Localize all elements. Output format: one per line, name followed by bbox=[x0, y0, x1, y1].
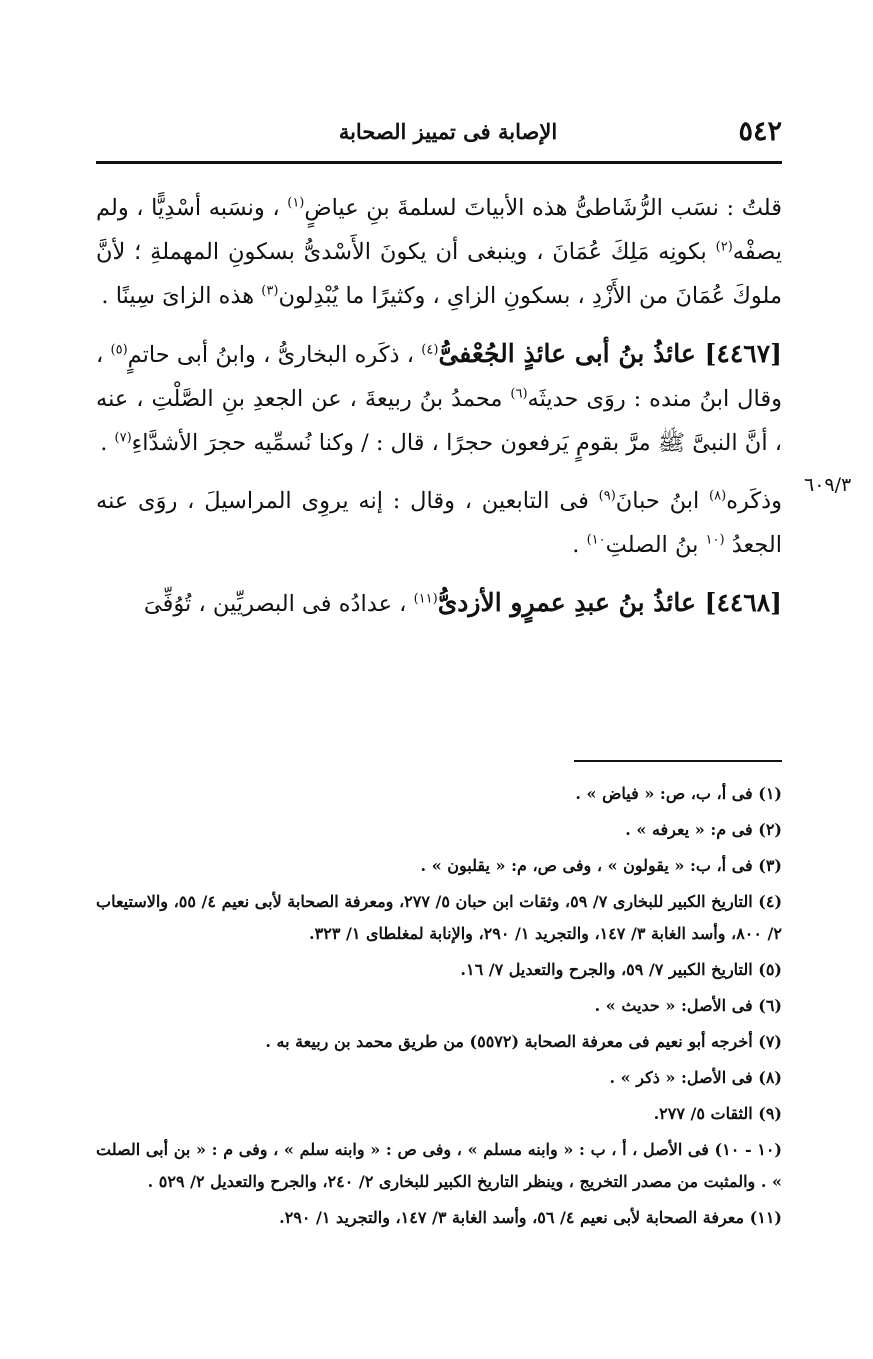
footnote-ref: (٥) bbox=[110, 342, 128, 358]
footnote-separator bbox=[574, 760, 782, 762]
footnote-3: (٣) فى أ، ب: « يقولون » ، وفى ص، م: « يقلبون » . bbox=[420, 856, 782, 875]
footnote-ref: (٤) bbox=[421, 342, 439, 358]
entry-4468: [٤٤٦٨] عائذُ بنُ عبدِ عمرٍو الأزدىُّ$^{(١١)}$ ، عدادُه فى البصريِّين ، تُوُفِّىَ bbox=[143, 588, 782, 617]
header-rule bbox=[96, 161, 782, 164]
footnote-ref: (٣) bbox=[261, 283, 279, 299]
entry-4467: [٤٤٦٧] عائذُ بنُ أبى عائذٍ الجُعْفىُّ$^{(٤)}$ ، ذكَره البخارىُّ ، وابنُ أبى حاتمٍ$^{(٥)}$ ، وقال ابنُ منده : روَى حديثَه$^{(٦)}$ محمدُ بنُ ربيعةَ ، عن الجعدِ بنِ الصَّلْتِ ، عنه ، أنَّ النبىَّ ﷺ مرَّ بقومٍ يَرفعون حجرًا ، قال : / وكنا نُسمِّيه حجرَ الأشدَّاءِ$^{(٧)}$ . bbox=[96, 339, 782, 456]
page-header bbox=[96, 116, 782, 152]
footnote-ref: (١) bbox=[287, 195, 305, 211]
footnote-ref: (١٠ bbox=[705, 532, 725, 548]
footnote-ref: (٧) bbox=[114, 430, 132, 446]
footnote-ref: (٩) bbox=[598, 488, 616, 504]
footnote-4: (٤) التاريخ الكبير للبخارى ٧/ ٥٩، وثقات ابن حبان ٥/ ٢٧٧، ومعرفة الصحابة لأبى نعيم ٤/ ٥٥، والاستيعاب ٢/ ٨٠٠، وأسد الغابة ٣/ ١٤٧، والتجريد ١/ ٢٩٠، والإنابة لمغلطاى ١/ ٣٢٣. bbox=[96, 892, 783, 943]
footnote-2: (٢) فى م: « يعرفه » . bbox=[625, 820, 782, 839]
footnote-8: (٨) فى الأصل: « ذكر » . bbox=[609, 1068, 782, 1087]
footnote-ref: (١١) bbox=[413, 591, 438, 607]
paragraph-commentary: قلتُ : نسَب الرُّشَاطىُّ هذه الأبياتَ لسلمةَ بنِ عياضٍ$^{(١)}$ ، ونسَبه أسْدِيًّا ، ولم يصفْه$^{(٢)}$ بكونِه مَلِكَ عُمَانَ ، وينبغى أن يكونَ الأَسْدىُّ بسكونِ المهملةِ ؛ لأنَّ ملوكَ عُمَانَ من الأَزْدِ ، بسكونِ الزاىِ ، وكثيرًا ما يُبْدِلون$^{(٣)}$ هذه الزاىَ سِينًا . bbox=[96, 195, 782, 309]
footnote-6: (٦) فى الأصل: « حديث » . bbox=[594, 996, 782, 1015]
main-text bbox=[96, 186, 782, 640]
footnote-7: (٧) أخرجه أبو نعيم فى معرفة الصحابة (٥٥٧٢) من طريق محمد بن ربيعة به . bbox=[265, 1032, 782, 1051]
footnotes bbox=[96, 778, 782, 1238]
margin-volume-page-note: ٦٠٩/٣ bbox=[804, 474, 852, 496]
footnote-10: (١٠ - ١٠) فى الأصل ، أ ، ب : « وابنه مسلم » ، وفى ص : « وابنه سلم » ، وفى م : « بن أبى الصلت » . والمثبت من مصدر التخريج ، وينظر التاريخ الكبير للبخارى ٢/ ٢٤٠، والجرح والتعديل ٢/ ٥٢٩ . bbox=[96, 1140, 782, 1191]
footnote-ref: (٦) bbox=[510, 386, 528, 402]
entry-heading: [٤٤٦٧] عائذُ بنُ أبى عائذٍ الجُعْفىُّ bbox=[438, 339, 782, 368]
page-number: ٥٤٢ bbox=[738, 116, 782, 147]
footnote-1: (١) فى أ، ب، ص: « فياض » . bbox=[575, 784, 782, 803]
footnote-9: (٩) الثقات ٥/ ٢٧٧. bbox=[653, 1104, 782, 1123]
footnote-11: (١١) معرفة الصحابة لأبى نعيم ٤/ ٥٦، وأسد الغابة ٣/ ١٤٧، والتجريد ١/ ٢٩٠. bbox=[279, 1208, 782, 1227]
running-title: الإصابة فى تمييز الصحابة bbox=[338, 119, 558, 144]
footnote-ref: ١٠) bbox=[586, 532, 606, 548]
footnote-ref: (٨) bbox=[709, 488, 727, 504]
footnote-5: (٥) التاريخ الكبير ٧/ ٥٩، والجرح والتعديل ٧/ ١٦. bbox=[460, 960, 782, 979]
paragraph-ibn-hibban: وذكَره$^{(٨)}$ ابنُ حبانَ$^{(٩)}$ فى التابعين ، وقال : إنه يروِى المراسيلَ ، روَى عنه الجعدُ $^{(١٠}$ بنُ الصلتِ$^{١٠)}$ . bbox=[96, 488, 782, 558]
entry-heading: [٤٤٦٨] عائذُ بنُ عبدِ عمرٍو الأزدىُّ bbox=[437, 588, 782, 617]
footnote-ref: (٢) bbox=[715, 239, 733, 255]
